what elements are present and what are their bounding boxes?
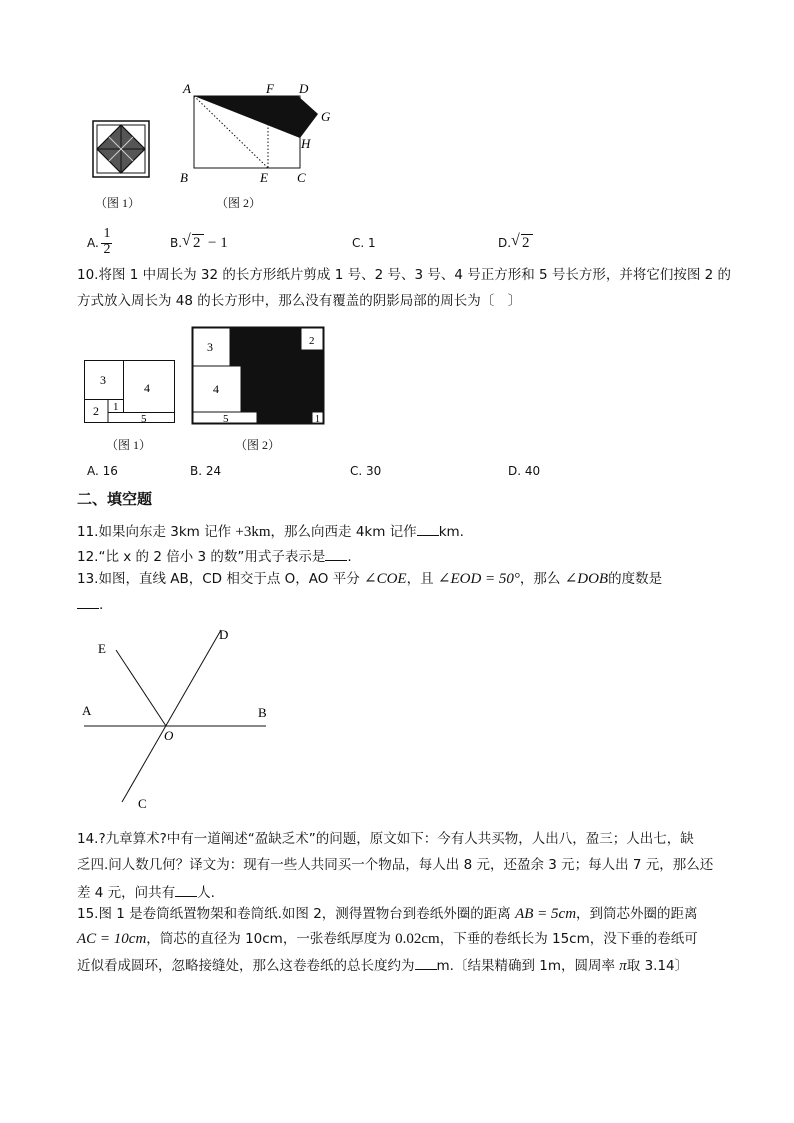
- label-O: O: [164, 728, 174, 743]
- label-A: A: [82, 703, 92, 718]
- question-11: 11.如果向东走 3km 记作 +3km，那么向西走 4km 记作 km.: [77, 521, 464, 541]
- label-1: 1: [315, 414, 320, 425]
- label-1: 1: [113, 401, 119, 413]
- radicand: 2: [193, 235, 201, 251]
- q13-figure: [76, 624, 276, 814]
- q9-fig1-caption: （图 1）: [95, 196, 141, 210]
- label-2: 2: [93, 404, 99, 418]
- q15-line-3: 近似看成圆环，忽略接缝处，那么这卷卷纸的总长度约为 m.〔结果精确到 1m，圆周率 π取 3.14〕: [77, 955, 688, 975]
- q15-line-1: 15.图 1 是卷筒纸置物架和卷筒纸.如图 2，测得置物台到卷纸外圈的距离 AB = 5cm，到筒芯外圈的距离: [77, 906, 698, 922]
- q10-line-2: 方式放入周长为 48 的长方形中，那么没有覆盖的阴影局部的周长为〔 〕: [77, 293, 522, 309]
- frac-num: 1: [103, 226, 111, 241]
- label-5: 5: [223, 413, 229, 425]
- q9-figure-1: [90, 118, 152, 180]
- q10-figure-1: [84, 360, 176, 424]
- q9-option-b: B. √ 2 − 1: [170, 232, 228, 251]
- label-3: 3: [207, 340, 213, 354]
- label-A: A: [183, 81, 191, 96]
- label-B: B: [180, 170, 188, 185]
- label-E: E: [260, 170, 268, 185]
- q10-figure-2: [191, 326, 327, 426]
- label-D: D: [299, 81, 309, 96]
- section-title: 二、填空题: [77, 490, 153, 508]
- label-F: F: [266, 81, 274, 96]
- q14-line-3: 差 4 元，问共有 人.: [77, 882, 215, 902]
- q9-option-c: C. 1: [352, 236, 376, 250]
- label-B: B: [258, 705, 267, 720]
- question-13: 13.如图，直线 AB，CD 相交于点 O，AO 平分 ∠COE，且 ∠EOD = 50°，那么 ∠DOB的度数是: [77, 571, 663, 587]
- q10-fig1-caption: （图 1）: [106, 438, 152, 452]
- label-4: 4: [144, 381, 150, 395]
- label-3: 3: [100, 373, 106, 387]
- q10-line-1: 10.将图 1 中周长为 32 的长方形纸片剪成 1 号、2 号、3 号、4 号正方形和 5 号长方形，并将它们按图 2 的: [77, 267, 732, 283]
- question-13-cont: .: [77, 594, 103, 614]
- label-C: C: [297, 170, 306, 185]
- label-H: H: [301, 136, 311, 151]
- q10-fig2-caption: （图 2）: [235, 438, 281, 452]
- q10-option-a: A. 16: [87, 464, 118, 478]
- q14-line-2: 乏四.问人数几何？译文为：现有一些人共同买一个物品，每人出 8 元，还盈余 3 元；每人出 7 元，那么还: [77, 857, 714, 873]
- label-E: E: [98, 641, 106, 656]
- q10-option-d: D. 40: [508, 464, 541, 478]
- label-C: C: [138, 796, 147, 811]
- q14-line-1: 14.?九章算术?中有一道阐述“盈缺乏术”的问题，原文如下：今有人共买物，人出八，盈三；人出七，缺: [77, 831, 694, 847]
- label-5: 5: [141, 413, 147, 424]
- label-D: D: [219, 627, 229, 642]
- radicand: 2: [522, 235, 530, 251]
- q10-option-b: B. 24: [190, 464, 222, 478]
- question-12: 12.“比 x 的 2 倍小 3 的数”用式子表示是 .: [77, 546, 352, 566]
- q15-line-2: AC = 10cm，筒芯的直径为 10cm，一张卷纸厚度为 0.02cm，下垂的卷纸长为 15cm，没下垂的卷纸可: [77, 931, 698, 947]
- q10-option-c: C. 30: [350, 464, 382, 478]
- label-4: 4: [213, 382, 219, 396]
- minus-one: − 1: [208, 235, 228, 251]
- q9-option-d: D. √ 2: [498, 234, 538, 256]
- q9-fig2-caption: （图 2）: [216, 196, 262, 210]
- label-G: G: [321, 109, 331, 124]
- label-2: 2: [309, 335, 315, 347]
- frac-den: 2: [103, 242, 111, 257]
- q9-figure-2: [176, 78, 336, 190]
